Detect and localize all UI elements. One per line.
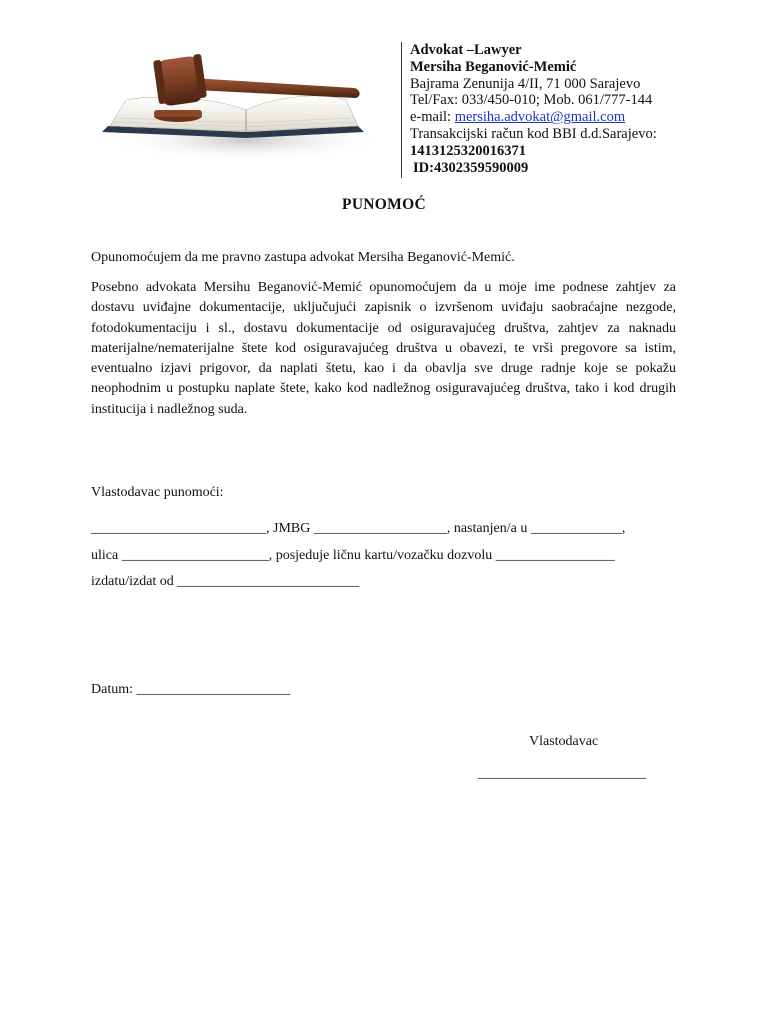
- email-label: e-mail:: [410, 109, 455, 126]
- bank-account-number: 1413125320016371: [410, 142, 526, 159]
- date-field[interactable]: Datum: ______________________: [91, 682, 291, 697]
- grantor-label: Vlastodavac punomoći:: [91, 485, 224, 500]
- phone: Tel/Fax: 033/450-010; Mob. 061/777-144: [410, 92, 653, 109]
- email-line: [410, 109, 657, 126]
- tax-id: ID:4302359590009: [413, 159, 529, 176]
- letterhead-title: Advokat –Lawyer: [410, 42, 522, 58]
- paragraph-scope: Posebno advokata Mersihu Beganović-Memić opunomoćujem da u moje ime podnese zahtjev za dostavu uviđajne dokumentacije, uključujući zapisnik o izvršenom uviđaju saobraćajne nezgode, fotodokumentaciju i sl., dostavu dokumentacije od osiguravajućeg društva, zahtjev za naknadu materijalne/nematerijalne štete kod osiguravajućeg društva u obavezi, te vrši pregovore sa istim, eventualno izjavi prigovor, da naplati štetu, kao i da obavlja sve druge radnje koje se pokažu neophodnim u postupku naplate štete, kako kod nadležnog osiguravajućeg društva, tako i kod drugih institucija i nadležnog suda.: [91, 280, 676, 417]
- lawyer-name: Mersiha Beganović-Memić: [410, 58, 577, 75]
- signature-label: Vlastodavac: [529, 734, 599, 749]
- form-line-street-id[interactable]: ulica _____________________, posjeduje ličnu kartu/vozačku dozvolu _________________: [91, 548, 615, 563]
- form-line-issued-by[interactable]: izdatu/izdat od __________________________: [91, 574, 360, 589]
- form-line-name-jmbg[interactable]: _________________________, JMBG ___________________, nastanjen/a u _____________,: [91, 521, 626, 536]
- email-link[interactable]: mersiha.advokat@gmail.com: [454, 109, 626, 126]
- address: Bajrama Zenunija 4/II, 71 000 Sarajevo: [410, 75, 641, 92]
- document-title: PUNOMOĆ: [342, 196, 426, 213]
- paragraph-authorization: Opunomoćujem da me pravno zastupa advokat Mersiha Beganović-Memić.: [91, 250, 515, 265]
- bank-account-label: Transakcijski račun kod BBI d.d.Sarajevo:: [410, 125, 657, 142]
- signature-line[interactable]: ________________________: [478, 766, 646, 781]
- gavel-on-book-icon: [96, 40, 396, 190]
- letterhead: [401, 42, 657, 178]
